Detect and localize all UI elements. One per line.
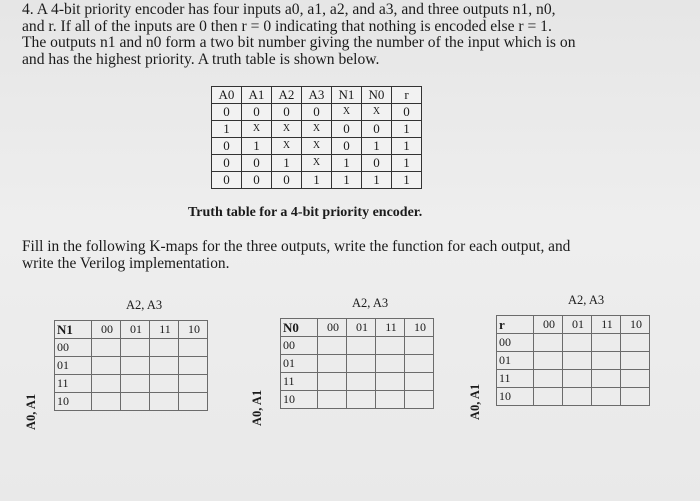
kmap-column-variables: A2, A3 [126,298,163,312]
kmap-column-code: 01 [563,316,592,334]
truth-cell: X [272,121,302,138]
kmap-column-variables: A2, A3 [352,296,389,310]
kmap-cell[interactable] [376,373,405,391]
kmap-output-label: N1 [55,321,92,339]
kmap-cell[interactable] [150,393,179,411]
kmap-cell[interactable] [92,393,121,411]
truth-cell: 0 [242,172,272,189]
kmap-column-variables: A2, A3 [568,293,605,307]
instructions-line: write the Verilog implementation. [22,255,230,272]
kmap-column-code: 11 [592,316,621,334]
kmap-cell[interactable] [121,339,150,357]
header-n1: N1 [332,87,362,104]
kmap-row-variables: A0, A1 [468,383,482,420]
kmap-n0 [250,296,434,426]
kmap-cell[interactable] [92,357,121,375]
kmap-grid [496,315,650,406]
kmap-cell[interactable] [121,375,150,393]
truth-cell: 0 [212,155,242,172]
kmap-cell[interactable] [621,388,650,406]
truth-cell: 1 [212,121,242,138]
kmap-cell[interactable] [92,375,121,393]
kmap-column-code: 00 [318,319,347,337]
kmap-cell[interactable] [592,352,621,370]
kmap-cell[interactable] [121,357,150,375]
header-a2: A2 [272,87,302,104]
truth-cell: 1 [362,172,392,189]
truth-cell: 1 [332,155,362,172]
kmap-row-code: 10 [55,393,92,411]
kmap-cell[interactable] [405,391,434,409]
truth-cell: 1 [392,121,422,138]
truth-cell: 1 [302,172,332,189]
truth-cell: 1 [272,155,302,172]
header-n0: N0 [362,87,392,104]
kmap-column-code: 00 [534,316,563,334]
kmap-cell[interactable] [592,370,621,388]
instructions [22,238,672,272]
kmap-cell[interactable] [318,355,347,373]
kmap-cell[interactable] [534,352,563,370]
kmap-cell[interactable] [534,370,563,388]
kmap-cell[interactable] [563,334,592,352]
kmap-cell[interactable] [621,352,650,370]
kmap-grid [280,318,434,409]
header-a3: A3 [302,87,332,104]
truth-table-caption: Truth table for a 4-bit priority encoder. [188,205,423,220]
kmap-column-code: 11 [150,321,179,339]
truth-cell: X [362,104,392,121]
kmap-cell[interactable] [405,337,434,355]
kmap-column-code: 00 [92,321,121,339]
kmap-column-code: 10 [621,316,650,334]
problem-line: and has the highest priority. A truth table is shown below. [22,50,380,68]
kmap-cell[interactable] [347,391,376,409]
kmap-n1 [24,298,208,430]
kmap-cell[interactable] [621,334,650,352]
kmap-cell[interactable] [592,388,621,406]
instructions-line: Fill in the following K-maps for the three outputs, write the function for each output, and [22,238,571,255]
kmap-cell[interactable] [376,337,405,355]
truth-cell: 0 [362,121,392,138]
kmap-cell[interactable] [150,339,179,357]
truth-cell: 0 [212,138,242,155]
truth-table-row [212,155,422,172]
problem-line: and r. If all of the inputs are 0 then r = 0 indicating that nothing is encoded else r = 1. [22,17,552,35]
truth-cell: 0 [242,104,272,121]
kmap-row-code: 11 [281,373,318,391]
kmap-cell[interactable] [621,370,650,388]
truth-cell: X [302,138,332,155]
kmap-column-code: 01 [347,319,376,337]
kmap-cell[interactable] [92,339,121,357]
kmap-cell[interactable] [534,334,563,352]
kmap-column-code: 01 [121,321,150,339]
truth-cell: 0 [362,155,392,172]
truth-cell: 0 [242,155,272,172]
kmap-row-variables: A0, A1 [24,393,38,430]
truth-cell: 0 [272,172,302,189]
kmap-cell[interactable] [592,334,621,352]
kmap-cell[interactable] [318,391,347,409]
truth-cell: X [332,104,362,121]
kmap-r [468,293,650,420]
kmap-row-code: 11 [497,370,534,388]
truth-cell: 1 [362,138,392,155]
kmap-column-code: 10 [405,319,434,337]
kmap-row-code: 10 [497,388,534,406]
truth-cell: X [302,121,332,138]
kmap-cell[interactable] [405,355,434,373]
header-a1: A1 [242,87,272,104]
kmap-cell[interactable] [563,388,592,406]
kmap-cell[interactable] [347,337,376,355]
truth-cell: 1 [332,172,362,189]
kmap-row-variables: A0, A1 [250,389,264,426]
header-a0: A0 [212,87,242,104]
kmap-cell[interactable] [563,370,592,388]
kmap-cell[interactable] [318,337,347,355]
kmap-row-code: 01 [55,357,92,375]
kmap-cell[interactable] [150,375,179,393]
truth-cell: 1 [392,138,422,155]
truth-cell: 0 [212,104,242,121]
kmap-cell[interactable] [347,355,376,373]
kmap-column-code: 11 [376,319,405,337]
truth-cell: 1 [242,138,272,155]
truth-table-header-row [212,87,422,104]
problem-line: 4. A 4-bit priority encoder has four inputs a0, a1, a2, and a3, and three outputs n1, n0, [22,1,556,18]
kmap-row-code: 00 [55,339,92,357]
kmap-cell[interactable] [179,357,208,375]
kmap-cell[interactable] [150,357,179,375]
truth-cell: 1 [392,172,422,189]
truth-table [211,86,422,189]
kmap-column-code: 10 [179,321,208,339]
kmap-cell[interactable] [121,393,150,411]
kmap-output-label: N0 [281,319,318,337]
kmap-cell[interactable] [179,339,208,357]
kmap-row-code: 01 [281,355,318,373]
truth-cell: 0 [272,104,302,121]
truth-table-row [212,121,422,138]
truth-cell: 1 [392,155,422,172]
kmap-cell[interactable] [563,352,592,370]
kmap-cell[interactable] [318,373,347,391]
kmap-grid [54,320,208,411]
truth-cell: X [242,121,272,138]
kmap-row-code: 00 [281,337,318,355]
truth-cell: X [302,155,332,172]
kmap-row-code: 10 [281,391,318,409]
kmap-cell[interactable] [347,373,376,391]
problem-statement [22,2,687,68]
kmap-cell[interactable] [376,355,405,373]
kmap-row-code: 00 [497,334,534,352]
truth-cell: 0 [212,172,242,189]
kmap-cell[interactable] [405,373,434,391]
kmap-cell[interactable] [179,375,208,393]
truth-cell: 0 [302,104,332,121]
truth-cell: 0 [332,138,362,155]
kmap-output-label: r [497,316,534,334]
truth-table-row [212,104,422,121]
kmap-cell[interactable] [376,391,405,409]
header-r: r [392,87,422,104]
problem-line: The outputs n1 and n0 form a two bit number giving the number of the input which is on [22,34,576,51]
kmap-row-code: 11 [55,375,92,393]
truth-cell: X [272,138,302,155]
kmap-cell[interactable] [179,393,208,411]
truth-table-row [212,138,422,155]
truth-table-row [212,172,422,189]
truth-cell: 0 [392,104,422,121]
kmap-row-code: 01 [497,352,534,370]
kmap-cell[interactable] [534,388,563,406]
truth-cell: 0 [332,121,362,138]
